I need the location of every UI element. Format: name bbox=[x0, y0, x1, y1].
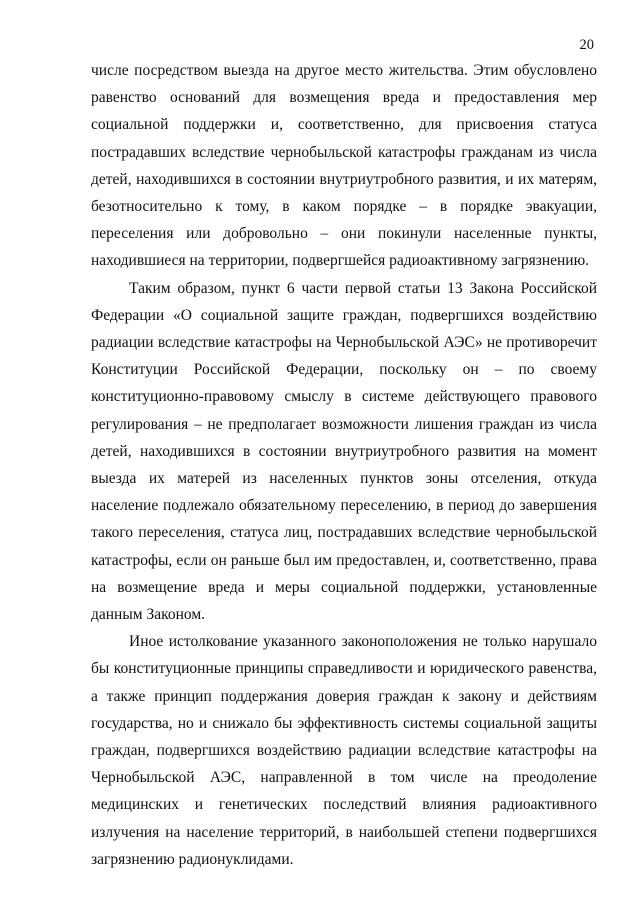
paragraph-alternative-interpretation: Иное истолкование указанного законоположения не только нарушало бы конституционные принципы справедливости и юридического равенства, а также принцип поддержания доверия граждан к закону и действиям государства, но и снижало бы эффективность системы социальной защиты граждан, подвергшихся воздействию радиации вследствие катастрофы на Чернобыльской АЭС, направленной в том числе на преодоление медицинских и генетических последствий влияния радиоактивного излучения на население территорий, в наибольшей степени подвергшихся загрязнению радионуклидами. bbox=[91, 633, 597, 868]
document-body bbox=[91, 57, 597, 873]
page-number: 20 bbox=[579, 37, 594, 53]
paragraph-conclusion: Таким образом, пункт 6 части первой статьи 13 Закона Российской Федерации «О социальной защите граждан, подвергшихся воздействию радиации вследствие катастрофы на Чернобыльской АЭС» не противоречит Конституции Российской Федерации, поскольку он – по своему конституционно-правовому смыслу в системе действующего правового регулирования – не предполагает возможности лишения граждан из числа детей, находившихся в состоянии внутриутробного развития на момент выезда их матерей из населенных пунктов зоны отселения, откуда население подлежало обязательному переселению, в период до завершения такого переселения, статуса лиц, пострадавших вследствие чернобыльской катастрофы, если он раньше был им предоставлен, и, соответственно, права на возмещение вреда и меры социальной поддержки, установленные данным Законом. bbox=[91, 279, 597, 624]
paragraph-continuation: числе посредством выезда на другое место жительства. Этим обусловлено равенство оснований для возмещения вреда и предоставления мер социальной поддержки и, соответственно, для присвоения статуса пострадавших вследствие чернобыльской катастрофы гражданам из числа детей, находившихся в состоянии внутриутробного развития, и их матерям, безотносительно к тому, в каком порядке – в порядке эвакуации, переселения или добровольно – они покинули населенные пункты, находившиеся на территории, подвергшейся радиоактивному загрязнению. bbox=[91, 62, 597, 270]
